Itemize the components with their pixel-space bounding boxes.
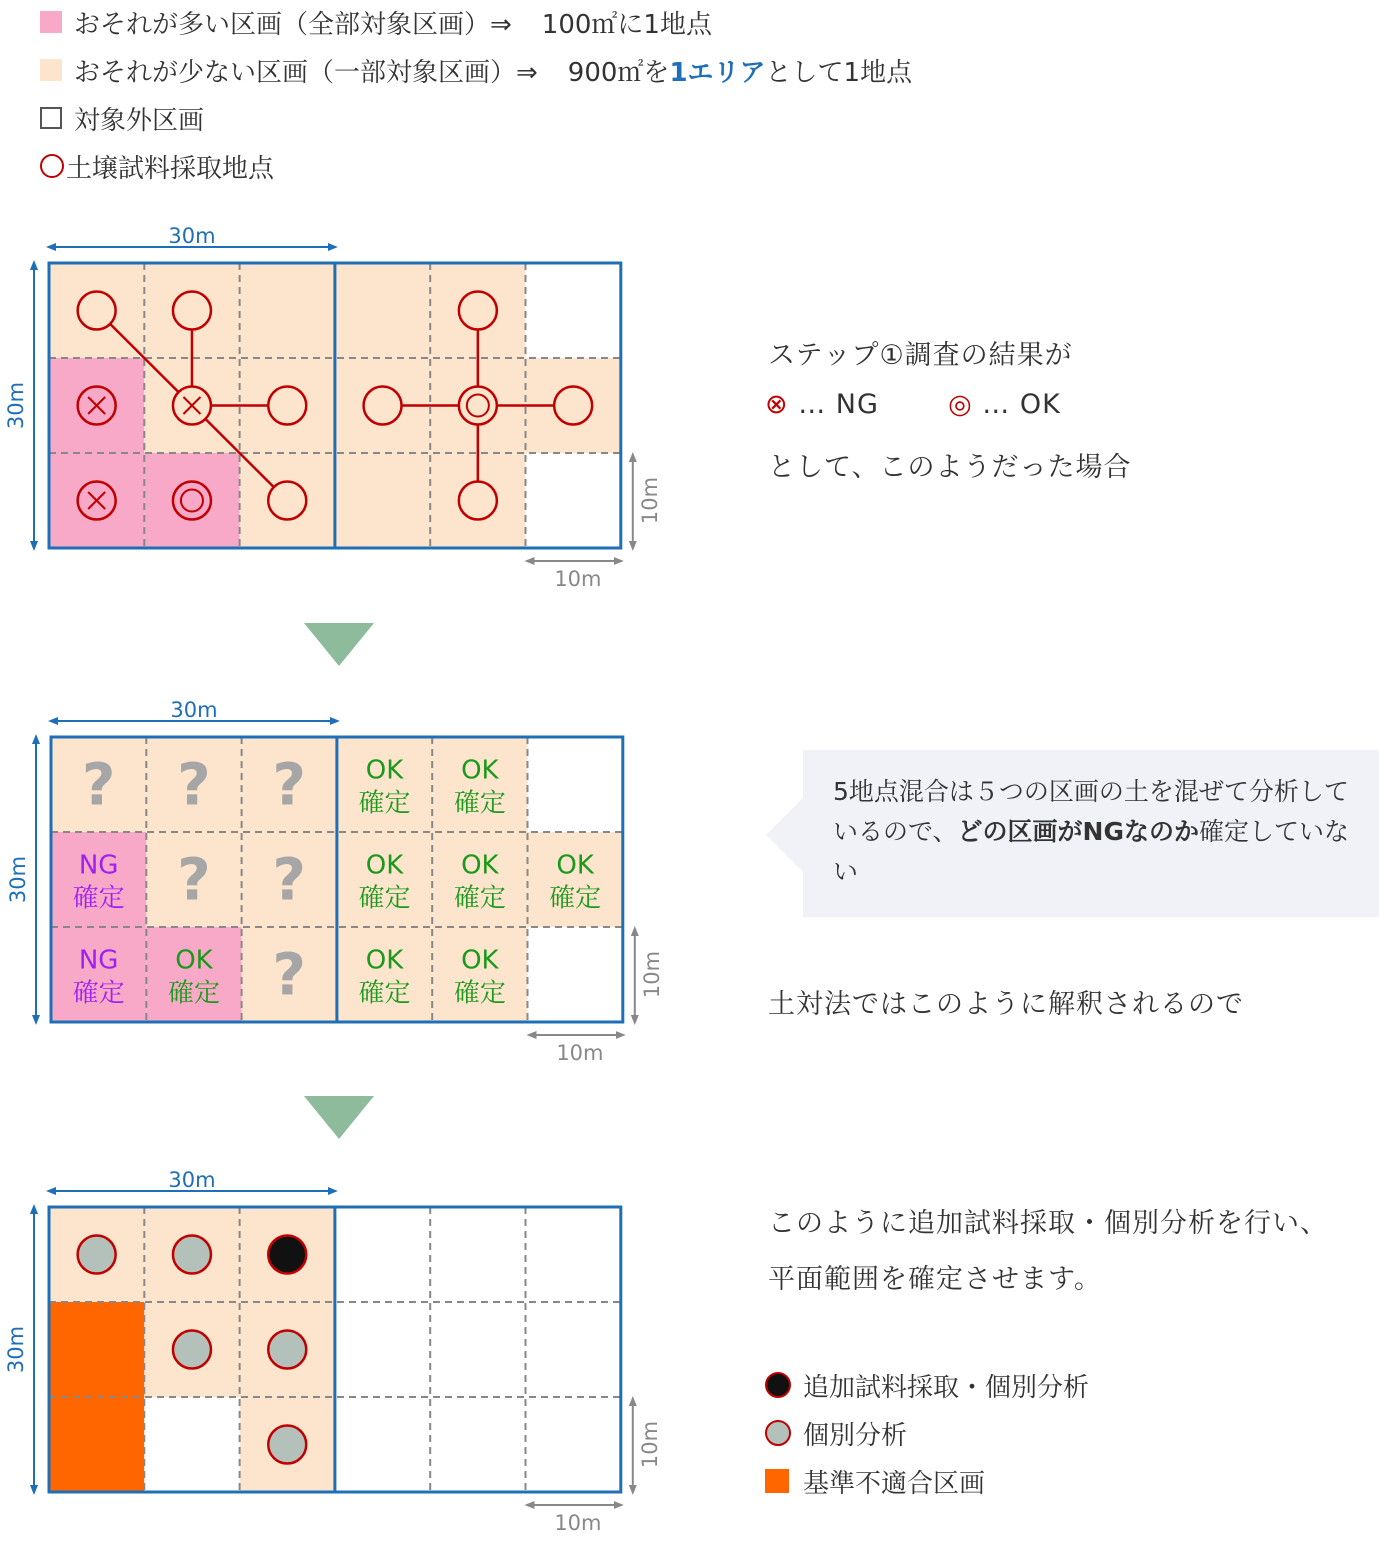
legend-low-risk-rule-pre: 900㎡を bbox=[567, 57, 670, 88]
grid-cell bbox=[49, 1397, 144, 1492]
down-arrow-2 bbox=[304, 1096, 374, 1139]
grid-cell bbox=[526, 1302, 621, 1397]
grid-step3 bbox=[4, 1168, 662, 1535]
ok-label-status: OK bbox=[461, 945, 499, 976]
cell-width-label: 10m bbox=[554, 567, 602, 591]
ng-label-status: NG bbox=[78, 945, 119, 976]
black-dot-icon bbox=[765, 1372, 791, 1398]
grid-cell bbox=[335, 263, 430, 358]
grid-cell bbox=[526, 1207, 621, 1302]
legend-low-risk-rule-post: として1地点 bbox=[765, 57, 913, 88]
grey-dot-icon bbox=[765, 1420, 791, 1446]
grid-cell bbox=[430, 1207, 525, 1302]
legend-sample-point-label: 土壌試料採取地点 bbox=[66, 153, 275, 184]
ok-text: … OK bbox=[982, 389, 1061, 420]
sample-point-icon bbox=[554, 387, 592, 425]
ng-label-confirmed: 確定 bbox=[72, 883, 125, 914]
grid-cell bbox=[528, 927, 623, 1022]
grid-cell bbox=[528, 737, 623, 832]
individual-analysis-dot bbox=[78, 1236, 116, 1274]
cell-height-label: 10m bbox=[637, 476, 662, 525]
question-mark: ? bbox=[272, 845, 307, 914]
question-mark: ? bbox=[177, 845, 211, 914]
grid-cell bbox=[526, 263, 621, 358]
question-mark: ? bbox=[81, 750, 116, 819]
ok-label-confirmed: 確定 bbox=[549, 883, 602, 914]
sample-point-icon bbox=[364, 387, 402, 425]
callout-pointer bbox=[766, 797, 804, 873]
step1-line1: ステップ①調査の結果が bbox=[768, 340, 1073, 371]
ok-label-confirmed: 確定 bbox=[358, 883, 411, 914]
additional-sampling-dot bbox=[268, 1236, 306, 1274]
sample-point-icon bbox=[268, 387, 306, 425]
cell-height-label: 10m bbox=[637, 1420, 662, 1469]
grid-cell bbox=[335, 1397, 430, 1492]
individual-analysis-dot bbox=[268, 1331, 306, 1369]
callout-pre: 5地点混合は５つの区画の土を混ぜて分析しているので、 bbox=[833, 777, 1349, 846]
legend3-grey bbox=[765, 1413, 907, 1453]
legend3-black bbox=[765, 1365, 1089, 1405]
ok-label-status: OK bbox=[365, 945, 404, 976]
ok-label-confirmed: 確定 bbox=[453, 788, 506, 819]
step3-line1: このように追加試料採取・個別分析を行い、 bbox=[768, 1208, 1328, 1239]
legend3-orange-label: 基準不適合区画 bbox=[803, 1468, 986, 1499]
individual-analysis-dot bbox=[268, 1426, 306, 1464]
ok-label-confirmed: 確定 bbox=[167, 978, 220, 1009]
ok-label-confirmed: 確定 bbox=[358, 788, 411, 819]
width-label: 30m bbox=[168, 224, 216, 248]
ok-label-status: OK bbox=[175, 945, 213, 976]
grid-cell bbox=[335, 1302, 430, 1397]
question-mark: ? bbox=[272, 750, 307, 819]
grid-step2 bbox=[6, 698, 664, 1065]
grid-step1 bbox=[4, 224, 662, 591]
grid-cell bbox=[526, 1397, 621, 1492]
legend-high-risk-rule: 100㎡に1地点 bbox=[541, 9, 712, 40]
height-label: 30m bbox=[4, 381, 28, 430]
step3-line2: 平面範囲を確定させます。 bbox=[768, 1264, 1102, 1295]
individual-analysis-dot bbox=[173, 1236, 211, 1274]
ok-label-status: OK bbox=[365, 850, 404, 881]
height-label: 30m bbox=[4, 1325, 28, 1374]
grid-cell bbox=[335, 453, 430, 548]
legend-excluded-label: 対象外区画 bbox=[74, 105, 205, 136]
sample-point-icon bbox=[459, 482, 497, 520]
grid-cell bbox=[49, 1302, 144, 1397]
step1-legend bbox=[765, 389, 1061, 420]
ng-label-status: NG bbox=[78, 850, 119, 881]
sample-point-icon bbox=[173, 292, 211, 330]
step1-line3: として、このようだった場合 bbox=[768, 452, 1132, 483]
callout-post: 確定していない bbox=[833, 817, 1349, 886]
cell-width-label: 10m bbox=[556, 1041, 604, 1065]
ok-label-status: OK bbox=[556, 850, 594, 881]
grid-cell bbox=[240, 263, 335, 358]
ok-composite-double-circle-icon bbox=[459, 387, 497, 425]
height-label: 30m bbox=[6, 855, 30, 904]
width-label: 30m bbox=[168, 1168, 216, 1192]
step2-text: 土対法ではこのように解釈されるので bbox=[768, 989, 1244, 1020]
callout-text bbox=[833, 772, 1373, 892]
ng-label-confirmed: 確定 bbox=[72, 978, 125, 1009]
ng-text: … NG bbox=[798, 389, 879, 420]
legend3-grey-label: 個別分析 bbox=[803, 1420, 908, 1451]
ok-label-status: OK bbox=[461, 755, 499, 786]
ok-label-status: OK bbox=[461, 850, 499, 881]
legend3-orange bbox=[765, 1461, 985, 1501]
ok-label-confirmed: 確定 bbox=[453, 978, 506, 1009]
legend3-black-label: 追加試料採取・個別分析 bbox=[803, 1372, 1090, 1403]
cell-height-label: 10m bbox=[639, 950, 664, 999]
ok-label-confirmed: 確定 bbox=[453, 883, 506, 914]
ok-label-confirmed: 確定 bbox=[358, 978, 411, 1009]
ng-symbol-icon: ⊗ bbox=[765, 389, 789, 420]
ok-double-circle-icon bbox=[173, 482, 211, 520]
grid-cell bbox=[335, 1207, 430, 1302]
question-mark: ? bbox=[177, 750, 211, 819]
individual-analysis-dot bbox=[173, 1331, 211, 1369]
callout-bold: どの区画がNGなのか bbox=[957, 817, 1199, 846]
grid-cell bbox=[430, 1397, 525, 1492]
legend-low-risk-rule-emph: 1エリア bbox=[669, 57, 766, 88]
sample-point-icon bbox=[268, 482, 306, 520]
ok-label-status: OK bbox=[365, 755, 404, 786]
down-arrow-1 bbox=[304, 623, 374, 666]
grid-cell bbox=[144, 1397, 239, 1492]
ok-symbol-icon: ◎ bbox=[948, 389, 973, 420]
grid-cell bbox=[526, 453, 621, 548]
orange-square-icon bbox=[765, 1469, 789, 1493]
question-mark: ? bbox=[272, 940, 307, 1009]
grid-cell bbox=[430, 1302, 525, 1397]
cell-width-label: 10m bbox=[554, 1511, 602, 1535]
sample-point-icon bbox=[459, 292, 497, 330]
width-label: 30m bbox=[170, 698, 218, 722]
legend-high-risk-label: おそれが多い区画（全部対象区画）⇒ bbox=[74, 9, 512, 40]
sample-point-icon bbox=[78, 292, 116, 330]
legend-low-risk-label: おそれが少ない区画（一部対象区画）⇒ bbox=[74, 57, 538, 88]
